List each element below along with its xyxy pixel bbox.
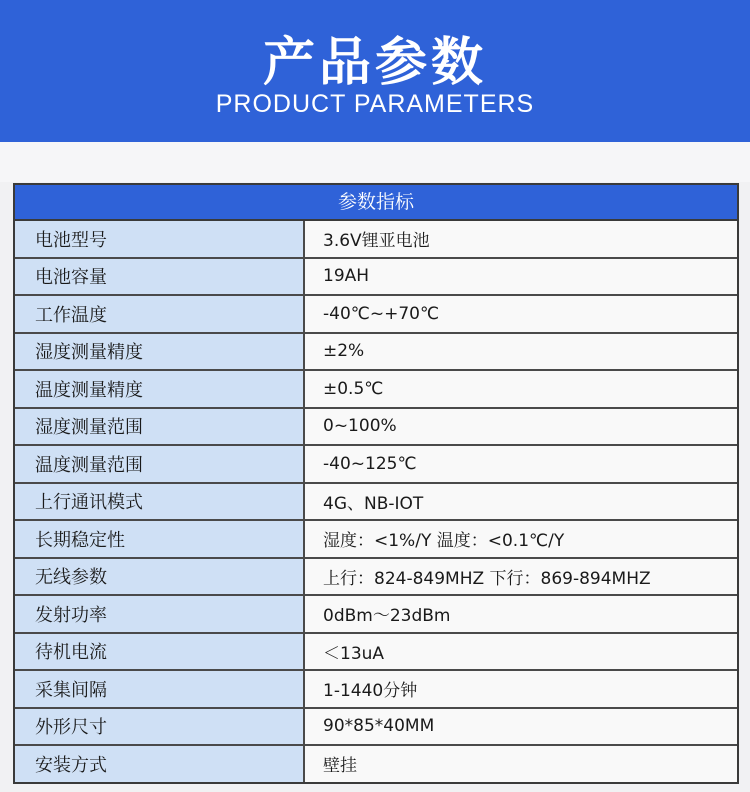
parameter-value-cell: ±0.5℃: [305, 371, 737, 407]
parameter-value-cell: 0dBm～23dBm: [305, 596, 737, 632]
header-banner: [0, 0, 750, 142]
parameter-name-cell: 待机电流: [15, 634, 305, 670]
parameters-table: [13, 183, 739, 784]
parameter-value-cell: 上行：824-849MHZ 下行：869-894MHZ: [305, 559, 737, 595]
parameter-name-cell: 电池容量: [15, 259, 305, 295]
parameter-value-cell: 1-1440分钟: [305, 671, 737, 707]
table-row: [15, 446, 737, 484]
parameter-value-cell: -40℃~+70℃: [305, 296, 737, 332]
table-row: [15, 221, 737, 259]
table-row: [15, 559, 737, 597]
table-row: [15, 409, 737, 447]
table-row: [15, 484, 737, 522]
table-row: [15, 746, 737, 782]
table-body: [15, 221, 737, 782]
parameter-name-cell: 发射功率: [15, 596, 305, 632]
parameter-name-cell: 温度测量精度: [15, 371, 305, 407]
parameter-value-cell: 0~100%: [305, 409, 737, 445]
parameter-name-cell: 上行通讯模式: [15, 484, 305, 520]
table-row: [15, 521, 737, 559]
table-row: [15, 634, 737, 672]
parameter-value-cell: 19AH: [305, 259, 737, 295]
table-header: 参数指标: [15, 185, 737, 221]
parameter-value-cell: 湿度：<1%/Y 温度：<0.1℃/Y: [305, 521, 737, 557]
parameter-name-cell: 湿度测量范围: [15, 409, 305, 445]
parameter-value-cell: 壁挂: [305, 746, 737, 782]
table-row: [15, 596, 737, 634]
parameter-name-cell: 安装方式: [15, 746, 305, 782]
table-row: [15, 296, 737, 334]
page-title: 产品参数: [262, 33, 487, 93]
table-row: [15, 371, 737, 409]
parameter-name-cell: 湿度测量精度: [15, 334, 305, 370]
parameter-value-cell: -40~125℃: [305, 446, 737, 482]
parameter-name-cell: 工作温度: [15, 296, 305, 332]
parameter-name-cell: 温度测量范围: [15, 446, 305, 482]
table-row: [15, 671, 737, 709]
parameter-name-cell: 外形尺寸: [15, 709, 305, 745]
table-row: [15, 334, 737, 372]
parameter-name-cell: 长期稳定性: [15, 521, 305, 557]
parameter-name-cell: 电池型号: [15, 221, 305, 257]
parameter-name-cell: 采集间隔: [15, 671, 305, 707]
page-subtitle: PRODUCT PARAMETERS: [215, 90, 535, 118]
spacer: [0, 142, 750, 182]
table-row: [15, 259, 737, 297]
parameter-name-cell: 无线参数: [15, 559, 305, 595]
parameter-value-cell: 3.6V锂亚电池: [305, 221, 737, 257]
parameter-value-cell: ＜13uA: [305, 634, 737, 670]
parameter-value-cell: ±2%: [305, 334, 737, 370]
parameter-value-cell: 4G、NB-IOT: [305, 484, 737, 520]
parameter-value-cell: 90*85*40MM: [305, 709, 737, 745]
table-row: [15, 709, 737, 747]
